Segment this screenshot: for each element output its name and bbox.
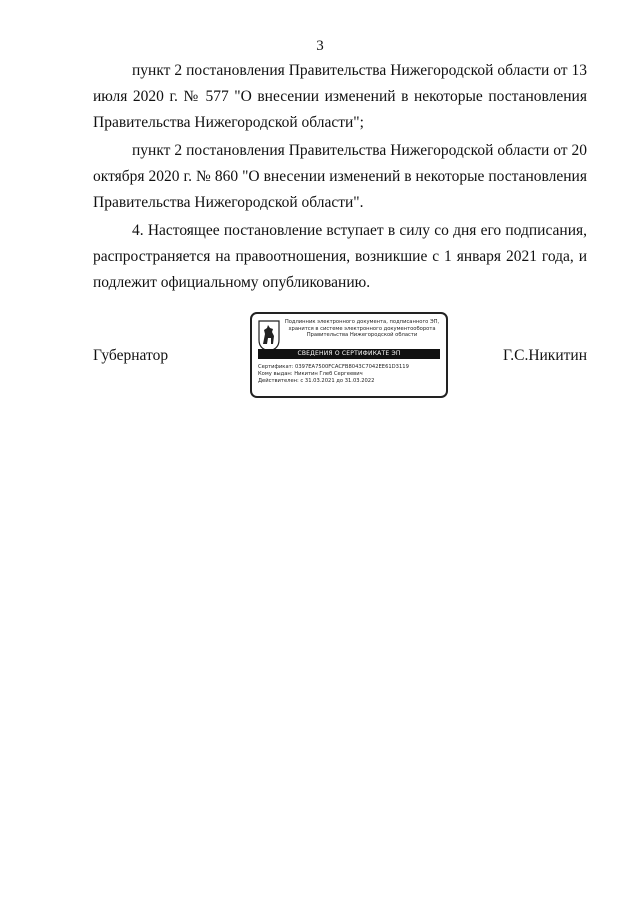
page-number: 3 <box>316 38 324 54</box>
certificate-validity: Действителен: с 31.03.2021 до 31.03.2022 <box>258 378 375 384</box>
certificate-info-bar: СВЕДЕНИЯ О СЕРТИФИКАТЕ ЭП <box>258 349 440 359</box>
stamp-header-line: хранится в системе электронного документооборота <box>288 325 436 332</box>
certificate-serial: Сертификат: 0397EA7500FCACFB8043C7042EE61D3119 <box>258 364 409 370</box>
stamp-header-line: Подлинник электронного документа, подписанного ЭП, <box>284 319 440 325</box>
stamp-header-line: Правительства Нижегородской области <box>306 332 418 339</box>
signature-block <box>93 312 587 402</box>
paragraph: пункт 2 постановления Правительства Нижегородской области от 20 октября 2020 г. № 860 "О внесении изменений в некоторые постановления Правительства Нижегородской области". <box>93 142 587 211</box>
signatory-title: Губернатор <box>93 347 169 364</box>
paragraph: пункт 2 постановления Правительства Нижегородской области от 13 июля 2020 г. № 577 "О внесении изменений в некоторые постановления Правительства Нижегородской области"; <box>93 62 587 131</box>
signatory-name: Г.С.Никитин <box>503 347 587 364</box>
stamp-header <box>282 319 442 339</box>
certificate-owner: Кому выдан: Никитин Глеб Сергеевич <box>258 371 363 377</box>
electronic-signature-stamp <box>250 312 448 398</box>
certificate-details <box>258 364 442 385</box>
coat-of-arms-icon <box>258 320 280 352</box>
paragraph: 4. Настоящее постановление вступает в силу со дня его подписания, распространяется на правоотношения, возникшие с 1 января 2021 года, и подлежит официальному опубликованию. <box>93 222 587 291</box>
document-body <box>93 58 587 298</box>
